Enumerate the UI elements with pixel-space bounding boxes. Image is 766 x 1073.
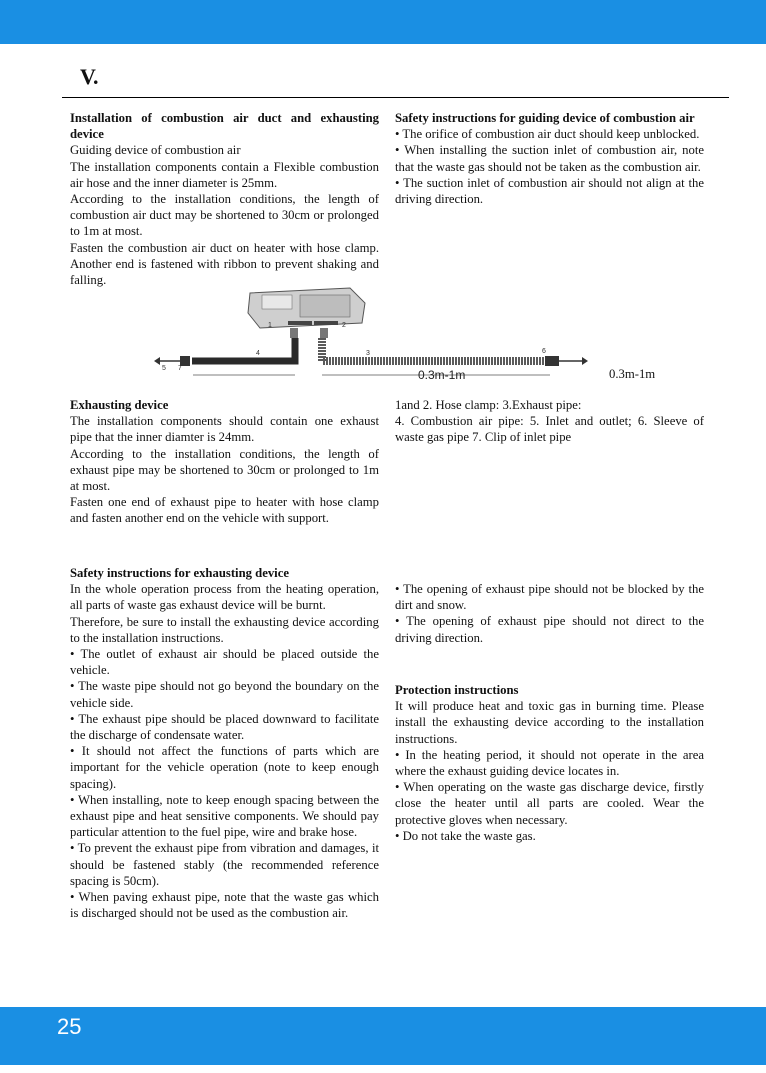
section-title: Exhausting device xyxy=(70,398,169,412)
bullet-item: • When installing the suction inlet of combustion air, note that the waste gas should not be taken as the combustion air. xyxy=(395,143,704,174)
installation-diagram xyxy=(150,283,590,388)
header-band xyxy=(0,0,766,44)
label-2: 2 xyxy=(342,322,346,329)
paragraph: According to the installation conditions, the length of combustion air duct may be shortened to 30cm or prolonged to 1m at most. xyxy=(70,192,379,239)
exhaust-opening-notes xyxy=(395,581,704,646)
paragraph: Fasten one end of exhaust pipe to heater with hose clamp and fasten another end on the vehicle with support. xyxy=(70,495,379,526)
bullet-item: • When paving exhaust pipe, note that the waste gas which is discharged should not be used as the combustion air. xyxy=(70,890,379,921)
label-7: 7 xyxy=(178,365,182,372)
bullet-item: • It should not affect the functions of parts which are important for the vehicle operation (note to keep enough spacing). xyxy=(70,744,379,791)
paragraph: Guiding device of combustion air xyxy=(70,143,241,158)
paragraph: It will produce heat and toxic gas in burning time. Please install the exhausting device according to the installation instructions. xyxy=(395,699,704,746)
bullet-item: • When installing, note to keep enough spacing between the exhaust pipe and heat sensitive components. We should pay particular attention to the fuel pipe, wire and brake hose. xyxy=(70,792,379,840)
paragraph: Fasten the combustion air duct on heater with hose clamp. Another end is fastened with ribbon to prevent shaking and falling. xyxy=(70,240,379,288)
bullet-item: • When operating on the waste gas discharge device, firstly close the heater until all parts are cooled. Wear the protective gloves when necessary. xyxy=(395,780,704,827)
bullet-item: • The orifice of combustion air duct should keep unblocked. xyxy=(395,127,700,142)
page-number: 25 xyxy=(57,1014,82,1039)
bullet-item: • The opening of exhaust pipe should not direct to the driving direction. xyxy=(395,614,704,645)
combustion-air-safety-section xyxy=(395,110,704,207)
bullet-item: • The exhaust pipe should be placed downward to facilitate the discharge of condensate water. xyxy=(70,711,379,743)
label-5: 5 xyxy=(162,365,166,372)
legend-line: 1and 2. Hose clamp: 3.Exhaust pipe: xyxy=(395,398,582,412)
paragraph: In the whole operation process from the heating operation, all parts of waste gas exhaust device will be burnt. xyxy=(70,582,379,613)
bullet-item: • Do not take the waste gas. xyxy=(395,828,536,843)
exhaust-safety-section xyxy=(70,565,379,921)
combustion-air-duct-section xyxy=(70,110,379,288)
label-1: 1 xyxy=(268,322,272,329)
bullet-item: • The waste pipe should not go beyond the boundary on the vehicle side. xyxy=(70,679,379,710)
section-title: Safety instructions for guiding device of combustion air xyxy=(395,111,695,125)
bullet-item: • The outlet of exhaust air should be placed outside the vehicle. xyxy=(70,647,379,678)
section-number: V. xyxy=(80,64,99,89)
combustion-air-pipe xyxy=(180,338,295,366)
section-title: Installation of combustion air duct and exhausting device xyxy=(70,111,379,142)
bullet-item: • The opening of exhaust pipe should not be blocked by the dirt and snow. xyxy=(395,582,704,613)
header-rule xyxy=(62,97,729,98)
label-4: 4 xyxy=(256,350,260,357)
bullet-item: • The suction inlet of combustion air should not align at the driving direction. xyxy=(395,175,704,207)
bullet-item: • In the heating period, it should not operate in the area where the exhaust guiding device locates in. xyxy=(395,747,704,779)
exhaust-pipe xyxy=(322,338,588,366)
footer-band xyxy=(0,1007,766,1065)
diagram-range-label: 0.3m-1m xyxy=(418,368,466,382)
label-3: 3 xyxy=(366,350,370,357)
bullet-item: • To prevent the exhaust pipe from vibration and damages, it should be fastened stably (the recommended reference spacing is 50cm). xyxy=(70,841,379,888)
diagram-legend xyxy=(395,397,704,446)
paragraph: Therefore, be sure to install the exhausting device according to the installation instructions. xyxy=(70,614,379,645)
exhausting-device-section xyxy=(70,397,379,527)
label-6: 6 xyxy=(542,348,546,355)
heater-illustration xyxy=(248,288,365,338)
paragraph: The installation components should contain one exhaust pipe that the inner diamter is 24mm. xyxy=(70,414,379,445)
paragraph: According to the installation conditions, the length of exhaust pipe may be shortened to 30cm or prolonged to 1m at most. xyxy=(70,446,379,494)
protection-section xyxy=(395,682,704,844)
section-title: Safety instructions for exhausting device xyxy=(70,566,289,580)
range-side-label: 0.3m-1m xyxy=(609,367,656,381)
legend-line: 4. Combustion air pipe: 5. Inlet and outlet; 6. Sleeve of waste gas pipe 7. Clip of inlet pipe xyxy=(395,414,704,445)
paragraph: The installation components contain a Flexible combustion air hose and the inner diameter is 25mm. xyxy=(70,159,379,190)
section-title: Protection instructions xyxy=(395,683,519,697)
